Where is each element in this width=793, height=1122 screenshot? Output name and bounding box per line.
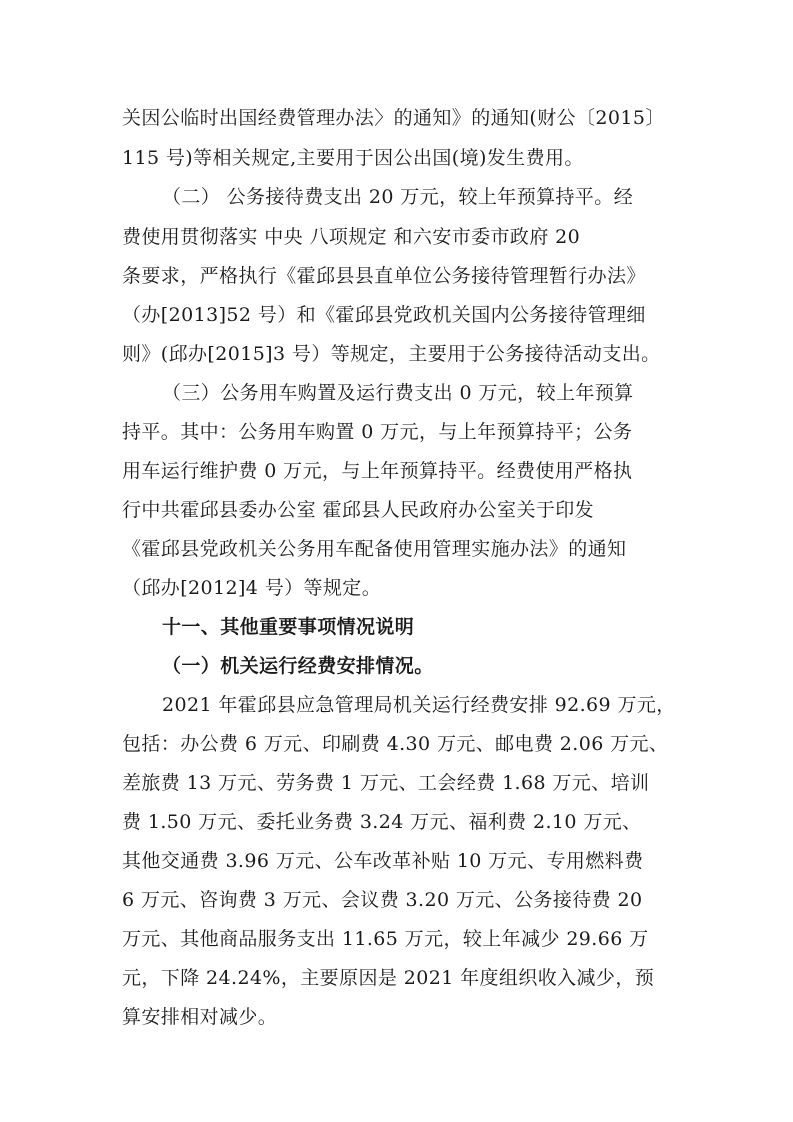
text-line: 6 万元、咨询费 3 万元、会议费 3.20 万元、公务接待费 20: [122, 889, 643, 911]
text-line: （办[2013]52 号）和《霍邱县党政机关国内公务接待管理细: [122, 304, 646, 326]
text-line: 115 号)等相关规定,主要用于因公出国(境)发生费用。: [122, 147, 584, 169]
text-line: 2021 年霍邱县应急管理局机关运行经费安排 92.69 万元，: [162, 694, 676, 716]
text-line: 持平。其中：公务用车购置 0 万元，与上年预算持平；公务: [122, 421, 633, 443]
text-line: 其他交通费 3.96 万元、公车改革补贴 10 万元、专用燃料费: [122, 850, 644, 872]
text-line: 则》(邱办[2015]3 号）等规定，主要用于公务接待活动支出。: [122, 343, 661, 365]
text-line: （二） 公务接待费支出 20 万元，较上年预算持平。经: [162, 186, 634, 208]
section-heading: 十一、其他重要事项情况说明: [162, 616, 415, 638]
text-line: （邱办[2012]4 号）等规定。: [122, 577, 382, 599]
subsection-heading: （一）机关运行经费安排情况。: [162, 655, 434, 677]
text-line: 元，下降 24.24%，主要原因是 2021 年度组织收入减少，预: [122, 967, 655, 989]
text-line: 万元、其他商品服务支出 11.65 万元，较上年减少 29.66 万: [122, 928, 649, 950]
text-line: 费 1.50 万元、委托业务费 3.24 万元、福利费 2.10 万元、: [122, 811, 642, 833]
text-line: 差旅费 13 万元、劳务费 1 万元、工会经费 1.68 万元、培训: [122, 772, 650, 794]
text-line: 用车运行维护费 0 万元，与上年预算持平。经费使用严格执: [122, 460, 633, 482]
text-line: 《霍邱县党政机关公务用车配备使用管理实施办法》的通知: [122, 538, 627, 560]
text-line: 行中共霍邱县委办公室 霍邱县人民政府办公室关于印发: [122, 499, 595, 521]
text-line: 算安排相对减少。: [122, 1006, 278, 1028]
text-line: （三）公务用车购置及运行费支出 0 万元，较上年预算: [162, 382, 634, 404]
text-line: 包括：办公费 6 万元、印刷费 4.30 万元、邮电费 2.06 万元、: [122, 733, 669, 755]
text-line: 条要求，严格执行《霍邱县县直单位公务接待管理暂行办法》: [122, 265, 646, 287]
text-line: 关因公临时出国经费管理办法〉的通知》的通知(财公〔2015〕: [122, 107, 665, 129]
text-line: 费使用贯彻落实 中央 八项规定 和六安市委市政府 20: [122, 226, 581, 248]
